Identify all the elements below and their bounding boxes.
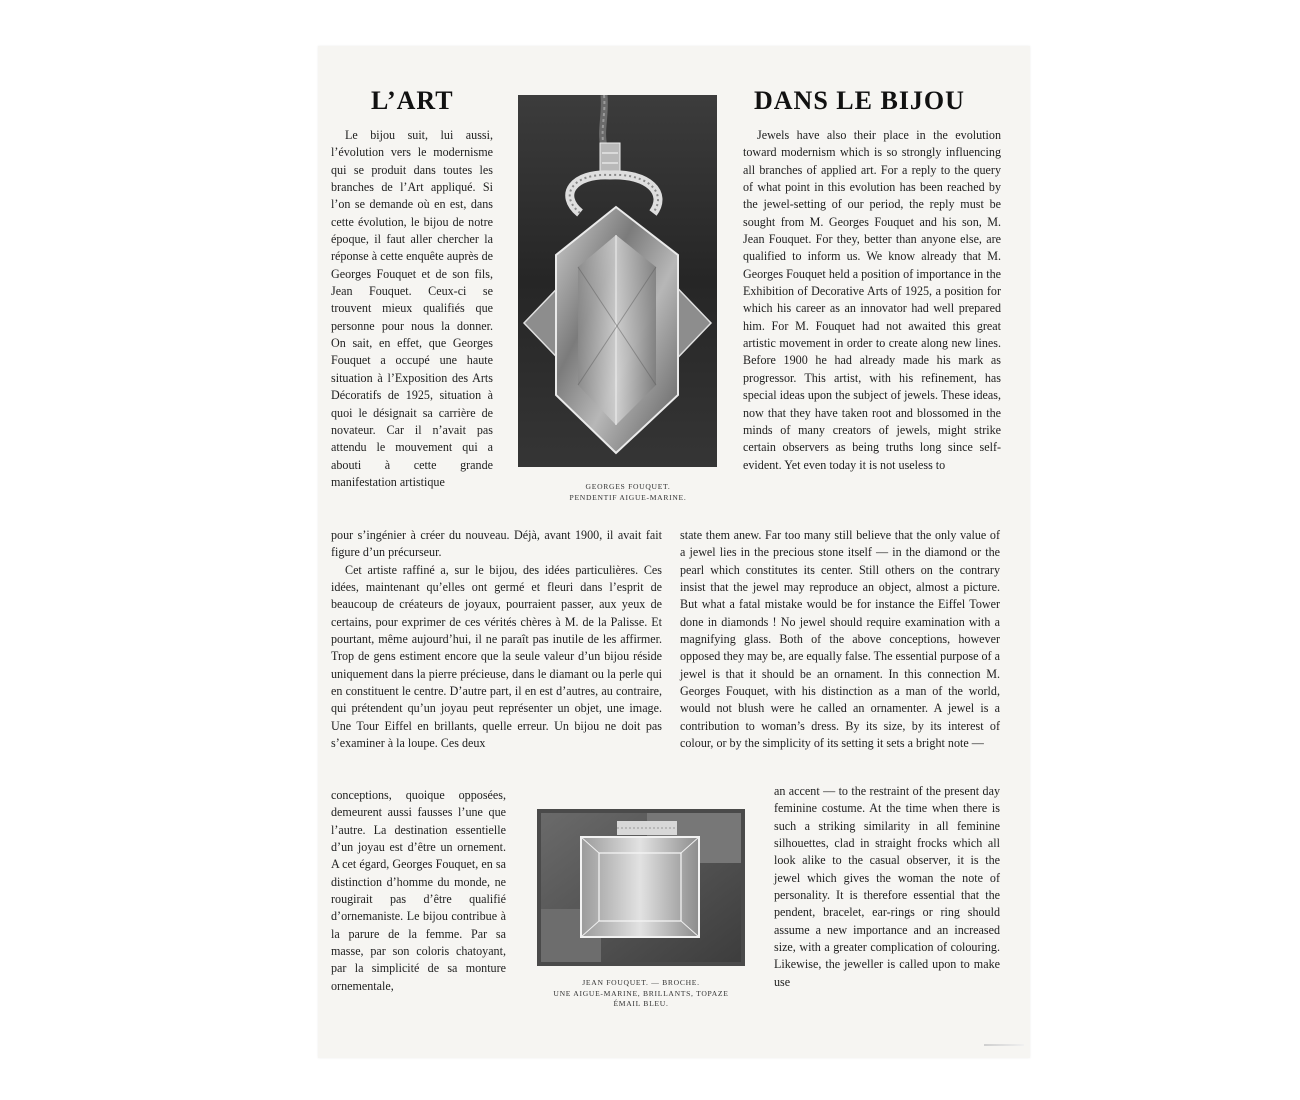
english-paragraph-1-end: an accent — to the restraint of the present day feminine costume. At the time when there is such a striking similarity in all feminine silhouettes, clad in straight frocks which all look alike to the casual observer, it is the jewel which gives the woman the note of personality. It is therefore essential that the pendent, bracelet, ear-rings or ring should assume a new importance and an increased size, with a greater complication of colouring. Likewise, the jeweller is called upon to make use [774,784,1000,989]
brooch-caption-line3: ÉMAIL BLEU. [613,999,669,1008]
french-paragraph-2-end: conceptions, quoique opposées, demeurent aussi fausses l’une que l’autre. La destination essentielle d’un joyau est d’être un ornement. A cet égard, Georges Fouquet, en sa distinction d’homme du monde, ne rougirait pas d’être qualifié d’ornemaniste. Le bijou contribue à la parure de la femme. Par sa masse, par son coloris chatoyant, par la simplicité de sa monture ornementale, [331,788,506,993]
french-wide-section [331,527,662,752]
pendant-caption [528,482,728,503]
english-paragraph-1: Jewels have also their place in the evolution toward modernism which is so strongly influencing all branches of applied art. For a reply to the query of what point in this evolution has been reached by the jewel-setting of our period, the reply must be sought from M. Georges Fouquet and his son, M. Jean Fouquet. For they, better than anyone else, are qualified to inform us. We know already that M. Georges Fouquet held a position of importance in the Exhibition of Decorative Arts of 1925, a position for which his career as an innovator had well prepared him. For M. Fouquet had not awaited this great artistic movement in order to create along new lines. Before 1900 he had already made his mark as progressor. This artist, with his refinement, has special ideas upon the subject of jewels. These ideas, now that they have taken root and blossomed in the minds of many creators of jewels, might strike certain observers as being truths long since self-evident. Yet even today it is not useless to [743,128,1001,472]
brooch-photo [537,809,745,966]
pendant-caption-line2: PENDENTIF AIGUE-MARINE. [569,492,687,502]
title-left: L’ART [371,86,454,115]
english-column-bottom [774,783,1000,991]
english-column-top [743,127,1001,474]
french-paragraph-2: Cet artiste raffiné a, sur le bijou, des idées particulières. Ces idées, maintenant qu’elles ont germé et fleuri dans l’esprit de beaucoup de créateurs de joyaux, pourraient passer, aux yeux de certains, pour exprimer de ces vérités chères à M. de la Palisse. Et pourtant, même aujourd’hui, il ne paraît pas inutile de les affirmer. Trop de gens estiment encore que la seule valeur d’un bijou réside uniquement dans la pierre précieuse, dans le diamant ou la perle qui en constituent le centre. D’autre part, il en est d’autres, au contraire, qui prétendent qu’un joyau peut représenter un objet, une image. Une Tour Eiffel en brillants, quelle erreur. Un bijou ne doit pas s’examiner à la loupe. Ces deux [331,562,662,751]
french-column-top [331,127,493,491]
brooch-caption [537,978,745,1010]
english-paragraph-1-mid: state them anew. Far too many still believe that the only value of a jewel lies in the precious stone itself — in the diamond or the pearl which constitutes its center. Still others on the contrary insist that the jewel may reproduce an object, almost a picture. But what a fatal mistake would be for instance the Eiffel Tower done in diamonds ! No jewel should require examination with a magnifying glass. Both of the above conceptions, however opposed they may be, are equally false. The essential purpose of a jewel is that it should be an ornament. In this connection M. Georges Fouquet, with his distinction as a man of the world, would not blush were he called an ornamenter. A jewel is a contribution to woman’s dress. By its size, by its interest of colour, or by the simplicity of its setting it sets a bright note — [680,528,1000,751]
english-wide-section [680,527,1000,752]
title-right: DANS LE BIJOU [754,86,965,115]
pendant-photo [518,95,717,467]
brooch-caption-line2: UNE AIGUE-MARINE, BRILLANTS, TOPAZE [553,988,729,998]
magazine-page [318,46,1030,1058]
pendant-caption-line1: GEORGES FOUQUET. [585,482,671,491]
brooch-caption-line1: JEAN FOUQUET. — BROCHE. [582,978,700,987]
french-column-bottom [331,787,506,995]
page-edge-mark [984,1044,1024,1046]
french-paragraph-1-end: pour s’ingénier à créer du nouveau. Déjà, avant 1900, il avait fait figure d’un précurseur. [331,528,662,560]
french-paragraph-1: Le bijou suit, lui aussi, l’évolution vers le modernisme qui se produit dans toutes les branches de l’Art appliqué. Si l’on se demande où en est, dans cette évolution, le bijou de notre époque, il faut aller chercher la réponse à cette enquête auprès de Georges Fouquet et de son fils, Jean Fouquet. Ceux-ci se trouvent mieux qualifiés que personne pour nous la donner. On sait, en effet, que Georges Fouquet a occupé une haute situation à l’Exposition des Arts Décoratifs de 1925, situation à quoi le désignait sa carrière de novateur. Car il n’avait pas attendu le mouvement qui a abouti à cette grande manifestation artistique [331,128,493,489]
